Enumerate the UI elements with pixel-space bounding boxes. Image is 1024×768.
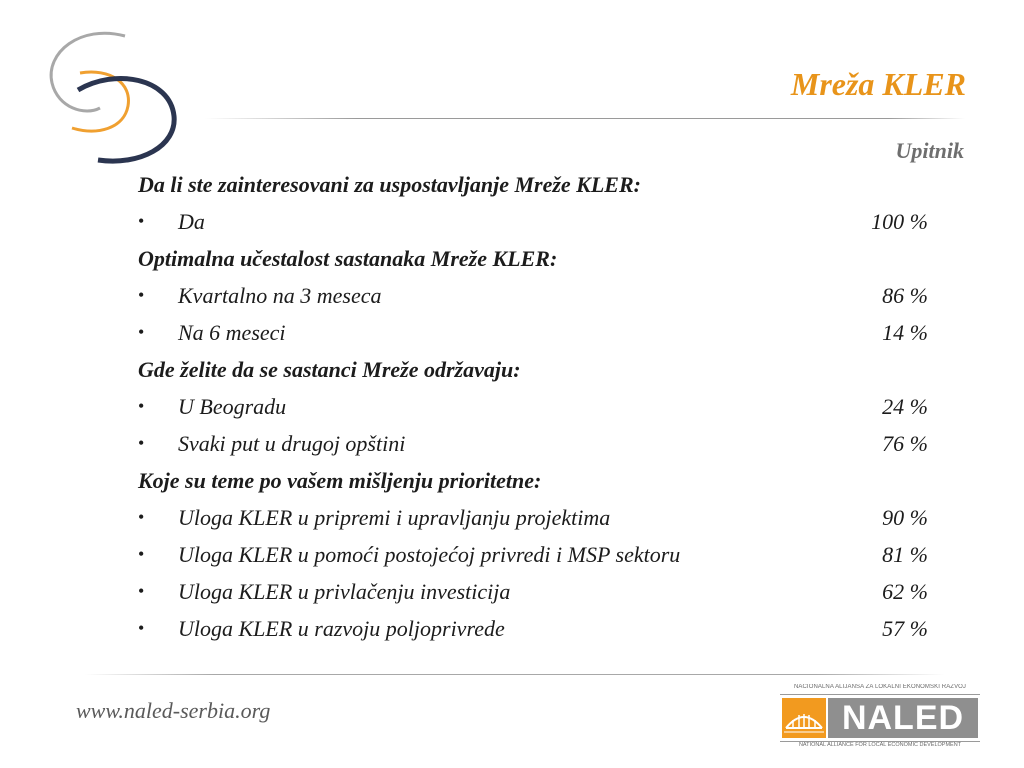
- answer-item: [138, 610, 928, 647]
- answer-item: [138, 388, 928, 425]
- answer-label: Uloga KLER u razvoju poljoprivrede: [178, 616, 505, 641]
- answer-percentage: 76 %: [882, 431, 928, 456]
- answer-item: [138, 203, 928, 240]
- answer-percentage: 81 %: [882, 542, 928, 567]
- bullet-icon: •: [138, 322, 145, 342]
- answer-item: [138, 499, 928, 536]
- answer-percentage: 90 %: [882, 505, 928, 530]
- bullet-icon: •: [138, 507, 145, 527]
- answer-percentage: 86 %: [882, 283, 928, 308]
- survey-results-list: [138, 166, 928, 647]
- answer-label: Na 6 meseci: [178, 320, 286, 345]
- answer-item: [138, 425, 928, 462]
- bullet-icon: •: [138, 581, 145, 601]
- question-heading: Optimalna učestalost sastanaka Mreže KLER:: [138, 246, 558, 271]
- answer-item: [138, 536, 928, 573]
- slide-title: Mreža KLER: [790, 66, 966, 102]
- question-heading: Gde želite da se sastanci Mreže održavaju:: [138, 357, 521, 382]
- bullet-icon: •: [138, 211, 145, 231]
- answer-label: Svaki put u drugoj opštini: [178, 431, 406, 456]
- answer-item: [138, 277, 928, 314]
- question-heading: Koje su teme po vašem mišljenju prioritetne:: [138, 468, 542, 493]
- naled-logo: [780, 684, 980, 750]
- bullet-icon: •: [138, 285, 145, 305]
- bullet-icon: •: [138, 396, 145, 416]
- answer-label: Kvartalno na 3 meseca: [178, 283, 382, 308]
- answer-label: U Beogradu: [178, 394, 287, 419]
- bullet-icon: •: [138, 618, 145, 638]
- answer-item: [138, 573, 928, 610]
- naled-logo-top-line: NACIONALNA ALIJANSA ZA LOKALNI EKONOMSKI RAZVOJ: [780, 684, 980, 695]
- swirl-logo-graphic: [40, 28, 190, 173]
- bullet-icon: •: [138, 433, 145, 453]
- footer-url[interactable]: www.naled-serbia.org: [76, 698, 271, 723]
- bullet-icon: •: [138, 544, 145, 564]
- naled-logo-bottom-line: NATIONAL ALLIANCE FOR LOCAL ECONOMIC DEVELOPMENT: [780, 741, 980, 751]
- answer-label: Uloga KLER u pripremi i upravljanju projektima: [178, 505, 611, 530]
- footer-divider: [85, 674, 945, 675]
- question-heading: Da li ste zainteresovani za uspostavljanje Mreže KLER:: [138, 172, 641, 197]
- slide-subtitle: Upitnik: [895, 138, 964, 163]
- answer-percentage: 24 %: [882, 394, 928, 419]
- title-divider: [205, 118, 965, 119]
- answer-percentage: 57 %: [882, 616, 928, 641]
- answer-percentage: 62 %: [882, 579, 928, 604]
- answer-label: Da: [178, 209, 205, 234]
- answer-percentage: 100 %: [871, 209, 928, 234]
- naled-bridge-icon: [782, 698, 826, 738]
- answer-label: Uloga KLER u pomoći postojećoj privredi i MSP sektoru: [178, 542, 681, 567]
- answer-item: [138, 314, 928, 351]
- naled-wordmark: NALED: [828, 698, 978, 738]
- answer-percentage: 14 %: [882, 320, 928, 345]
- answer-label: Uloga KLER u privlačenju investicija: [178, 579, 511, 604]
